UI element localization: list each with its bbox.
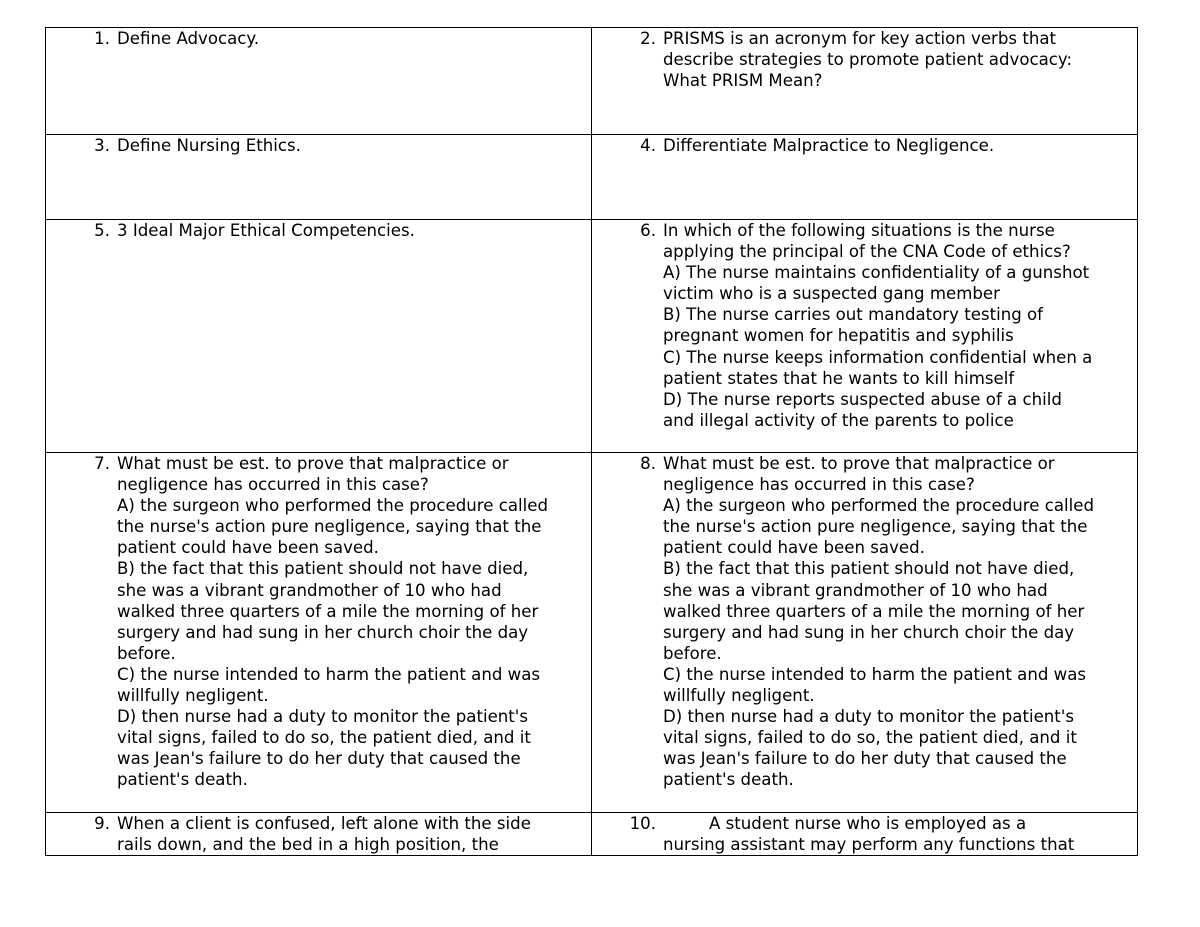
question-line: victim who is a suspected gang member [663,284,1000,304]
question-line: Differentiate Malpractice to Negligence. [663,136,995,155]
question-line: rails down, and the bed in a high position, the [117,835,499,855]
question-number: 9. [94,814,110,833]
question-text [110,135,591,156]
question-line: was Jean's failure to do her duty that caused the [663,749,1067,769]
question-cell [592,220,1138,453]
question-line: What PRISM Mean? [663,71,823,91]
question-number: 5. [94,221,110,240]
question-line: negligence has occurred in this case? [117,475,429,495]
question-text [656,135,1137,156]
question-line: walked three quarters of a mile the morning of her [663,601,1085,621]
question-line [663,813,1137,834]
question-line: walked three quarters of a mile the morning of her [117,601,539,621]
question-line: before. [663,643,722,663]
question-text [656,28,1137,91]
question-line: When a client is confused, left alone with the side [117,814,531,833]
question-line: vital signs, failed to do so, the patient died, and it [663,728,1077,748]
question-line: nursing assistant may perform any functions that [663,835,1075,855]
question-cell [592,135,1138,220]
question-text [110,220,591,241]
question-line: C) the nurse intended to harm the patient and was [117,664,541,684]
question-3 [46,135,591,156]
question-cell [46,813,592,856]
question-8 [592,453,1137,791]
question-number: 7. [94,454,110,473]
table-row [46,28,1138,135]
question-cell [592,28,1138,135]
question-line: willfully negligent. [663,686,815,706]
question-line: D) then nurse had a duty to monitor the patient's [117,707,529,727]
question-line: A) the surgeon who performed the procedure called [117,496,548,516]
question-1 [46,28,591,49]
question-line: A) the surgeon who performed the procedure called [663,496,1094,516]
question-number: 10. [629,814,656,833]
question-line: C) The nurse keeps information confidential when a [663,347,1093,367]
question-number: 6. [640,221,656,240]
question-line: willfully negligent. [117,686,269,706]
question-line: she was a vibrant grandmother of 10 who had [117,580,502,600]
question-line: applying the principal of the CNA Code of ethics? [663,242,1071,262]
question-number: 1. [94,29,110,48]
question-line: was Jean's failure to do her duty that caused the [117,749,521,769]
question-number: 2. [640,29,656,48]
question-number: 8. [640,454,656,473]
question-text [110,813,591,855]
question-number: 4. [640,136,656,155]
question-10 [592,813,1137,855]
question-line: negligence has occurred in this case? [663,475,975,495]
question-cell [46,220,592,453]
question-text [656,453,1137,791]
question-cell [46,28,592,135]
question-line: B) the fact that this patient should not have died, [663,559,1075,579]
question-7 [46,453,591,791]
question-line: B) The nurse carries out mandatory testing of [663,305,1044,325]
table-row [46,813,1138,856]
question-line: A) The nurse maintains confidentiality of a gunshot [663,263,1090,283]
question-line: D) then nurse had a duty to monitor the patient's [663,707,1075,727]
table-row [46,220,1138,453]
question-line: the nurse's action pure negligence, saying that the [663,517,1088,537]
question-line: B) the fact that this patient should not have died, [117,559,529,579]
question-cell [46,453,592,813]
question-line: patient states that he wants to kill himself [663,368,1015,388]
question-line: patient's death. [663,770,794,790]
question-2 [592,28,1137,91]
question-text [110,28,591,49]
question-line: surgery and had sung in her church choir the day [663,622,1075,642]
table-row [46,135,1138,220]
question-line: she was a vibrant grandmother of 10 who had [663,580,1048,600]
question-line: and illegal activity of the parents to police [663,410,1014,430]
question-line: In which of the following situations is the nurse [663,221,1055,240]
question-cell [46,135,592,220]
question-line: the nurse's action pure negligence, saying that the [117,517,542,537]
question-line: What must be est. to prove that malpractice or [117,454,509,473]
question-text [656,220,1137,431]
question-cell [592,813,1138,856]
question-line: PRISMS is an acronym for key action verbs that [663,29,1057,48]
question-line: D) The nurse reports suspected abuse of a child [663,389,1062,409]
question-number: 3. [94,136,110,155]
question-text [656,813,1137,855]
question-line: 3 Ideal Major Ethical Competencies. [117,221,415,240]
question-9 [46,813,591,855]
question-line: surgery and had sung in her church choir the day [117,622,529,642]
question-line: patient could have been saved. [663,538,925,558]
question-4 [592,135,1137,156]
question-line: patient could have been saved. [117,538,379,558]
question-line: Define Advocacy. [117,29,260,48]
table-row [46,453,1138,813]
question-line: What must be est. to prove that malpractice or [663,454,1055,473]
question-line: describe strategies to promote patient advocacy: [663,50,1073,70]
question-line: C) the nurse intended to harm the patient and was [663,664,1087,684]
question-cell [592,453,1138,813]
question-line: vital signs, failed to do so, the patient died, and it [117,728,531,748]
question-line: Define Nursing Ethics. [117,136,301,155]
question-line: pregnant women for hepatitis and syphilis [663,326,1014,346]
question-5 [46,220,591,241]
question-table [45,27,1138,856]
question-6 [592,220,1137,431]
question-line-text: A student nurse who is employed as a [709,814,1027,833]
question-line: before. [117,643,176,663]
question-line: patient's death. [117,770,248,790]
question-text [110,453,591,791]
